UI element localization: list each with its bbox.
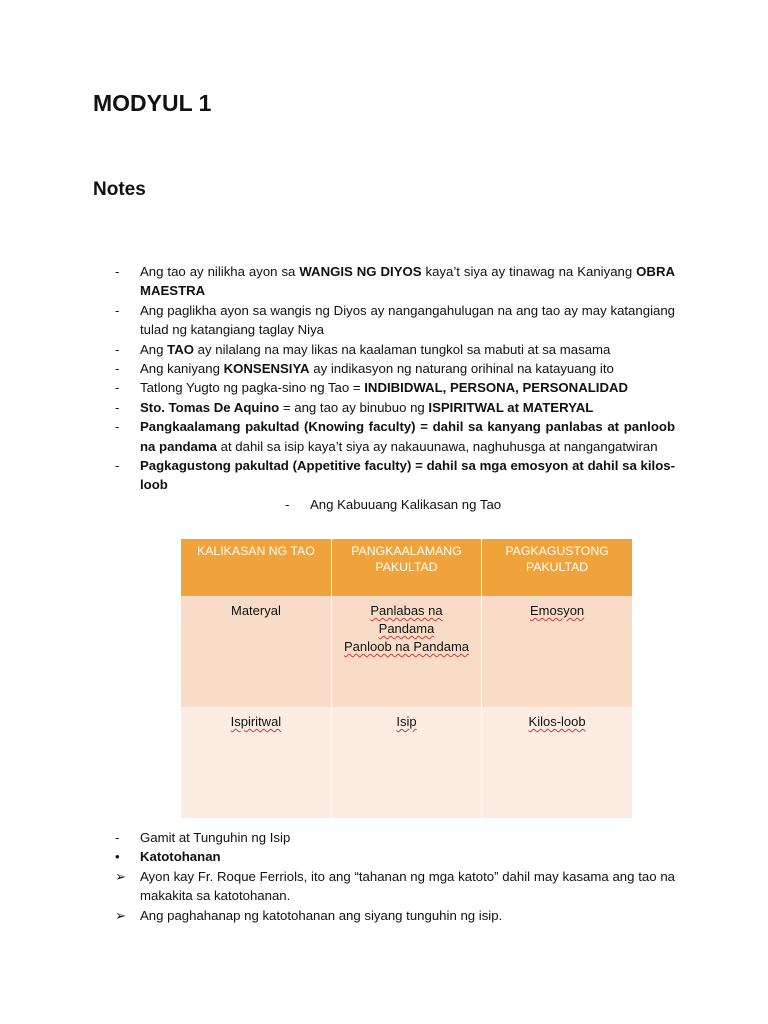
dash-marker: - (285, 496, 290, 512)
list-item (115, 340, 675, 359)
list-item (115, 906, 675, 925)
notes-heading: Notes (93, 179, 146, 200)
note-text: Ang tao ay nilikha ayon sa WANGIS NG DIYOS kaya’t siya ay tinawag na Kaniyang OBRA MAESTRA (140, 264, 675, 299)
cell-text: Panlabas na (370, 603, 443, 618)
dash-marker: - (115, 264, 120, 279)
cell-text: Isip (396, 714, 417, 729)
note-text: Ang paghahanap ng katotohanan ang siyang tunguhin ng isip. (140, 907, 503, 923)
note-text: Ang paglikha ayon sa wangis ng Diyos ay nangangahulugan na ang tao ay may katangiang tulad ng katangiang taglay Niya (140, 302, 675, 338)
note-text: Ayon kay Fr. Roque Ferriols, ito ang “tahanan ng mga katoto” dahil may kasama ang tao na makakita sa katotohanan. (140, 868, 675, 904)
note-text: Tatlong Yugto ng pagka-sino ng Tao = INDIBIDWAL, PERSONA, PERSONALIDAD (140, 380, 629, 396)
dash-marker: - (115, 302, 120, 318)
note-text: Ang kaniyang KONSENSIYA ay indikasyon ng naturang orihinal na katayuang ito (140, 361, 614, 377)
note-text: Gamit at Tunguhin ng Isip (140, 830, 291, 845)
header-kalikasan: KALIKASAN NG TAO (181, 539, 331, 596)
arrow-bullet-icon: ➢ (115, 907, 127, 923)
cell-text: Kilos-loob (528, 714, 586, 729)
cell-emosyon (482, 596, 632, 707)
cell-pandama (331, 596, 481, 707)
arrow-bullet-icon: ➢ (115, 868, 127, 884)
dash-marker: - (115, 341, 120, 357)
list-item (115, 378, 675, 397)
header-pangkaalamang: PANGKAALAMANG PAKULTAD (331, 539, 481, 596)
dash-marker: - (115, 419, 120, 435)
cell-text: Pandama (378, 621, 435, 636)
cell-text: Emosyon (529, 603, 585, 618)
list-item (115, 847, 675, 866)
list-item (115, 398, 675, 417)
table-caption-text: Ang Kabuuang Kalikasan ng Tao (310, 496, 502, 512)
dash-marker: - (115, 399, 120, 415)
list-item (115, 456, 675, 495)
list-item (115, 417, 675, 456)
table-header-row (181, 539, 632, 596)
kalikasan-table (181, 539, 632, 818)
dash-marker: - (115, 458, 120, 474)
list-item (115, 828, 675, 847)
note-text: Ang TAO ay nilalang na may likas na kaalaman tungkol sa mabuti at sa masama (140, 341, 611, 357)
dash-marker: - (115, 830, 120, 845)
cell-text: Materyal (230, 603, 281, 618)
note-text: Pangkaalamang pakultad (Knowing faculty) = dahil sa kanyang panlabas at panloob na pandama at dahil sa isip kaya’t siya ay nakauunawa, naghuhusga at nangangatwiran (140, 419, 675, 454)
list-item (115, 262, 675, 301)
note-text: Pagkagustong pakultad (Appetitive faculty) = dahil sa mga emosyon at dahil sa kilos-loob (140, 458, 675, 493)
bullet-icon: • (115, 849, 120, 865)
table-row (181, 596, 632, 707)
cell-text: Panloob na Pandama (343, 639, 470, 654)
cell-isip (331, 707, 481, 818)
list-item (115, 867, 675, 906)
table-row (181, 707, 632, 818)
header-pagkagustong: PAGKAGUSTONG PAKULTAD (482, 539, 632, 596)
page-title: MODYUL 1 (93, 90, 212, 116)
cell-ispiritwal (181, 707, 331, 818)
notes-list-2 (115, 828, 675, 925)
dash-marker: - (115, 380, 120, 396)
notes-list (115, 262, 675, 514)
list-item (115, 301, 675, 340)
dash-marker: - (115, 361, 120, 377)
note-text: Katotohanan (140, 849, 221, 865)
cell-materyal (181, 596, 331, 707)
table-caption (115, 495, 675, 514)
note-text: Sto. Tomas De Aquino = ang tao ay binubuo ng ISPIRITWAL at MATERYAL (140, 399, 594, 415)
cell-text: Ispiritwal (230, 714, 282, 729)
list-item (115, 359, 675, 378)
cell-kilos-loob (482, 707, 632, 818)
